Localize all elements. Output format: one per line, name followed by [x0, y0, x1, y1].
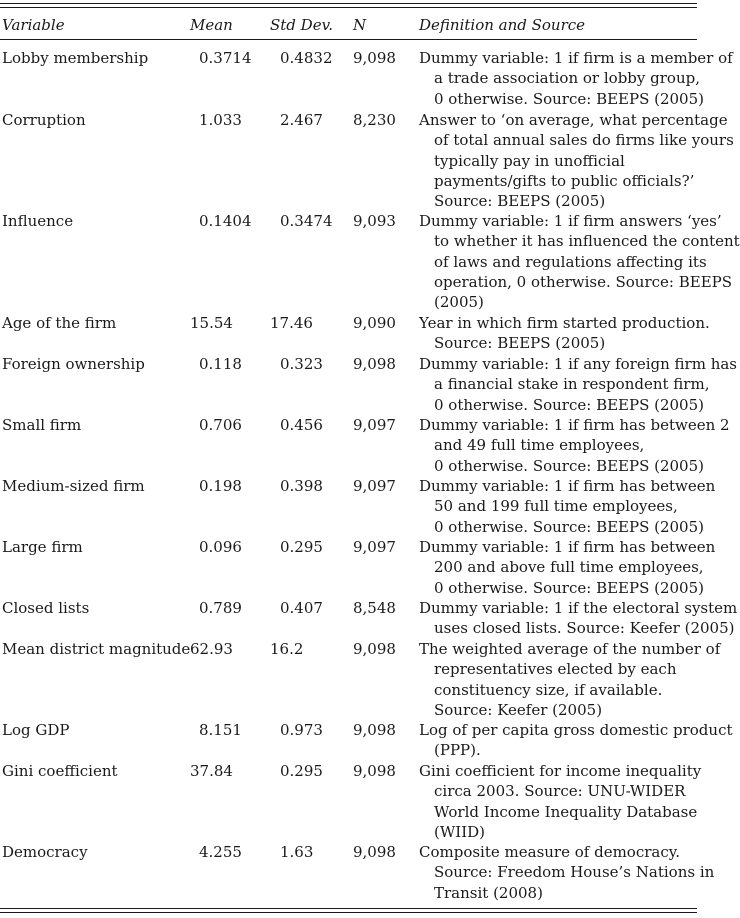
definition-line: (PPP).	[434, 741, 481, 760]
cell-std-dev: 17.46	[270, 314, 313, 332]
cell-mean: 37.84	[190, 762, 233, 780]
definition-line: Dummy variable: 1 if the electoral system	[419, 599, 738, 617]
cell-definition	[419, 761, 701, 842]
cell-std-dev: 0.4832	[280, 49, 333, 67]
definition-line: The weighted average of the number of	[419, 640, 721, 658]
cell-definition	[419, 48, 733, 109]
definition-line: Answer to ‘on average, what percentage	[419, 111, 728, 129]
definition-line: and 49 full time employees,	[434, 436, 645, 455]
definition-line: Dummy variable: 1 if firm answers ‘yes’	[419, 212, 722, 230]
cell-n: 9,098	[353, 843, 396, 861]
cell-std-dev: 0.456	[280, 416, 323, 434]
cell-std-dev: 1.63	[280, 843, 314, 861]
cell-std-dev: 0.407	[280, 599, 323, 617]
definition-line: 0 otherwise. Source: BEEPS (2005)	[434, 395, 704, 414]
cell-std-dev: 0.295	[280, 762, 323, 780]
definition-line: Log of per capita gross domestic product	[419, 721, 733, 739]
header-rule	[0, 39, 697, 40]
cell-mean: 0.198	[199, 477, 242, 495]
header-definition: Definition and Source	[419, 16, 586, 34]
definition-line: uses closed lists. Source: Keefer (2005)	[434, 619, 735, 638]
cell-mean: 0.118	[199, 355, 242, 373]
definition-line: Source: Keefer (2005)	[434, 700, 603, 719]
definition-line: (WIID)	[434, 822, 485, 841]
definition-line: Dummy variable: 1 if firm is a member of	[419, 49, 733, 67]
cell-definition	[419, 842, 714, 903]
cell-n: 9,098	[353, 762, 396, 780]
definition-line: 200 and above full time employees,	[434, 558, 704, 577]
cell-definition	[419, 537, 715, 598]
cell-variable: Gini coefficient	[2, 762, 118, 780]
definition-line: payments/gifts to public officials?’	[434, 171, 695, 190]
top-rule-2	[0, 7, 697, 8]
definition-line: a financial stake in respondent firm,	[434, 375, 710, 394]
definition-line: Source: Freedom House’s Nations in	[434, 863, 715, 882]
cell-n: 8,230	[353, 111, 396, 129]
definition-line: constituency size, if available.	[434, 680, 663, 699]
cell-mean: 15.54	[190, 314, 233, 332]
cell-definition	[419, 313, 710, 354]
definition-line: Source: BEEPS (2005)	[434, 192, 606, 211]
definition-line: operation, 0 otherwise. Source: BEEPS	[434, 272, 733, 291]
definition-line: Dummy variable: 1 if firm has between	[419, 538, 716, 556]
definition-line: Transit (2008)	[434, 883, 543, 902]
cell-std-dev: 0.323	[280, 355, 323, 373]
definition-line: 0 otherwise. Source: BEEPS (2005)	[434, 517, 704, 536]
definition-line: 50 and 199 full time employees,	[434, 497, 678, 516]
header-std-dev: Std Dev.	[270, 16, 334, 34]
cell-variable: Lobby membership	[2, 49, 149, 67]
cell-definition	[419, 720, 733, 761]
cell-definition	[419, 476, 715, 537]
cell-std-dev: 16.2	[270, 640, 304, 658]
cell-variable: Log GDP	[2, 721, 70, 739]
cell-variable: Medium-sized firm	[2, 477, 145, 495]
cell-mean: 0.789	[199, 599, 242, 617]
cell-std-dev: 2.467	[280, 111, 323, 129]
header-mean: Mean	[190, 16, 233, 34]
cell-mean: 1.033	[199, 111, 242, 129]
cell-n: 9,097	[353, 477, 396, 495]
cell-variable: Democracy	[2, 843, 88, 861]
definition-line: Dummy variable: 1 if firm has between	[419, 477, 716, 495]
cell-mean: 4.255	[199, 843, 242, 861]
header-variable: Variable	[2, 16, 65, 34]
cell-variable: Mean district magnitude	[2, 640, 191, 658]
definition-line: Year in which firm started production.	[419, 314, 710, 332]
top-rule-1	[0, 3, 697, 4]
cell-mean: 0.1404	[199, 212, 252, 230]
cell-std-dev: 0.398	[280, 477, 323, 495]
cell-definition	[419, 110, 734, 211]
cell-n: 9,097	[353, 538, 396, 556]
definition-line: typically pay in unofficial	[434, 151, 625, 170]
cell-n: 8,548	[353, 599, 396, 617]
cell-definition	[419, 598, 737, 639]
cell-variable: Corruption	[2, 111, 86, 129]
definition-line: Composite measure of democracy.	[419, 843, 680, 861]
cell-variable: Foreign ownership	[2, 355, 145, 373]
definition-line: 0 otherwise. Source: BEEPS (2005)	[434, 578, 704, 597]
cell-std-dev: 0.973	[280, 721, 323, 739]
definition-line: to whether it has influenced the content	[434, 232, 740, 251]
cell-mean: 0.096	[199, 538, 242, 556]
bottom-rule-1	[0, 908, 697, 909]
cell-n: 9,098	[353, 721, 396, 739]
cell-definition	[419, 354, 737, 415]
cell-variable: Influence	[2, 212, 74, 230]
cell-std-dev: 0.295	[280, 538, 323, 556]
cell-mean: 0.706	[199, 416, 242, 434]
definition-line: World Income Inequality Database	[434, 802, 698, 821]
definition-line: (2005)	[434, 293, 484, 312]
definition-line: of total annual sales do firms like yours	[434, 131, 734, 150]
cell-definition	[419, 415, 730, 476]
cell-n: 9,098	[353, 355, 396, 373]
cell-std-dev: 0.3474	[280, 212, 333, 230]
bottom-rule-2	[0, 912, 697, 913]
definition-line: a trade association or lobby group,	[434, 69, 700, 88]
cell-mean: 0.3714	[199, 49, 252, 67]
definition-line: Dummy variable: 1 if firm has between 2	[419, 416, 730, 434]
definition-line: circa 2003. Source: UNU-WIDER	[434, 782, 686, 801]
cell-variable: Large firm	[2, 538, 83, 556]
definition-line: Gini coefficient for income inequality	[419, 762, 702, 780]
cell-n: 9,098	[353, 49, 396, 67]
cell-mean: 62.93	[190, 640, 233, 658]
cell-n: 9,090	[353, 314, 396, 332]
cell-variable: Closed lists	[2, 599, 90, 617]
cell-definition	[419, 639, 720, 720]
definition-line: 0 otherwise. Source: BEEPS (2005)	[434, 456, 704, 475]
cell-definition	[419, 211, 740, 312]
definition-line: Source: BEEPS (2005)	[434, 334, 606, 353]
definition-line: representatives elected by each	[434, 660, 677, 679]
cell-variable: Age of the firm	[2, 314, 117, 332]
definition-line: Dummy variable: 1 if any foreign firm has	[419, 355, 738, 373]
cell-n: 9,097	[353, 416, 396, 434]
header-n: N	[353, 16, 367, 34]
definition-line: of laws and regulations affecting its	[434, 252, 707, 271]
cell-n: 9,093	[353, 212, 396, 230]
cell-variable: Small firm	[2, 416, 82, 434]
cell-mean: 8.151	[199, 721, 242, 739]
cell-n: 9,098	[353, 640, 396, 658]
definition-line: 0 otherwise. Source: BEEPS (2005)	[434, 89, 704, 108]
